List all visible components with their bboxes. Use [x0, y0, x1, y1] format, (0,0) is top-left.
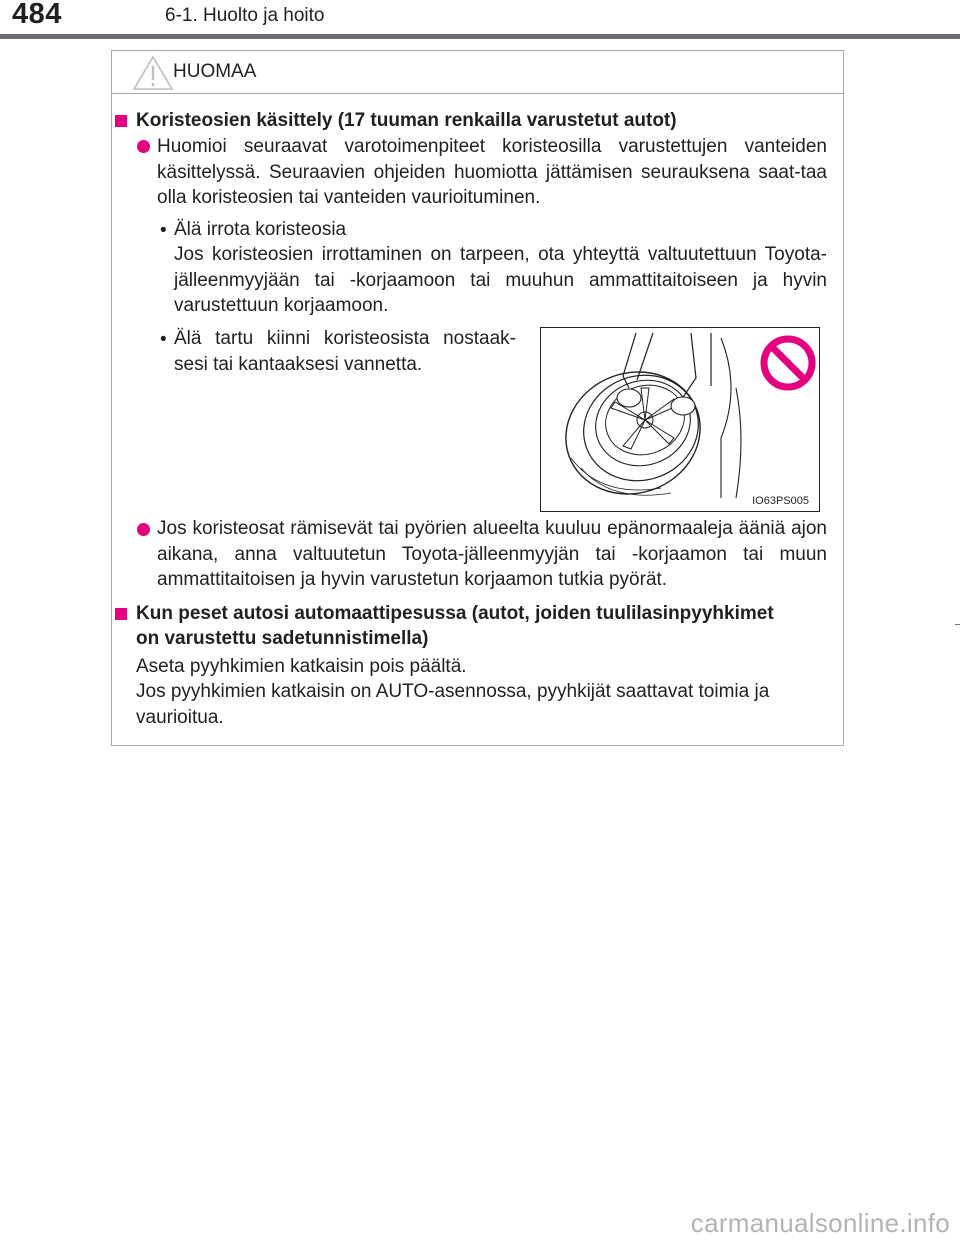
notice-header [112, 51, 843, 94]
bullet1-text: Jos koristeosien irrottaminen on tarpeen, ota yhteyttä valtuutettuun Toyota-jälleenmyyjään tai -korjaamoon tai muuhun ammattitaitoiseen ja hyvin varustettuun korjaamoon. [174, 244, 827, 316]
page-number: 484 [12, 0, 62, 30]
edge-tick [955, 624, 960, 625]
section-title: 6-1. Huolto ja hoito [165, 5, 325, 26]
section2-heading-line1: Kun peset autosi automaattipesussa (autot, joiden tuulilasinpyyhkimet [136, 603, 774, 624]
wheel-illustration [540, 327, 820, 512]
section-square-marker [115, 608, 127, 620]
prohibition-icon [764, 339, 812, 387]
section2-text-line2: Jos pyyhkimien katkaisin on AUTO-asennossa, pyyhkijät saattavat toimia ja vaurioitua. [136, 681, 770, 728]
header-rule [0, 34, 960, 39]
wheel-drawing [541, 328, 819, 511]
section1-item2: Jos koristeosat rämisevät tai pyörien alueelta kuuluu epänormaaleja ääniä ajon aikana, anna valtuutetun Toyota-jälleenmyyjän tai -korjaamon tai muun ammattitaitoisen ja hyvin varustetun korjaamon tutkia pyörät. [157, 518, 827, 590]
section-square-marker [115, 115, 127, 127]
section1-item1: Huomioi seuraavat varotoimenpiteet koristeosilla varustettujen vanteiden käsittelyssä. Seuraavien ohjeiden huomiotta jättämisen seurauksena saat-taa olla koristeosien tai vanteiden vaurioituminen. [157, 136, 827, 208]
bullet2-text: Älä tartu kiinni koristeosista nostaak-sesi tai kantaaksesi vannetta. [174, 328, 516, 375]
section1-heading: Koristeosien käsittely (17 tuuman renkailla varustetut autot) [136, 110, 677, 131]
notice-title: HUOMAA [173, 61, 257, 82]
section2-heading-line2: on varustettu sadetunnistimella) [136, 628, 429, 649]
item-dot-marker [137, 523, 150, 536]
bullet-marker: • [160, 220, 167, 241]
warning-triangle-icon [132, 55, 174, 91]
notice-box [111, 50, 844, 746]
section2-text-line1: Aseta pyyhkimien katkaisin pois päältä. [136, 656, 467, 677]
figure-code: IO63PS005 [752, 495, 809, 507]
bullet-marker: • [160, 329, 167, 350]
bullet1-title: Älä irrota koristeosia [174, 219, 347, 240]
item-dot-marker [137, 140, 150, 153]
watermark[interactable]: carmanualsonline.info [690, 1208, 950, 1238]
